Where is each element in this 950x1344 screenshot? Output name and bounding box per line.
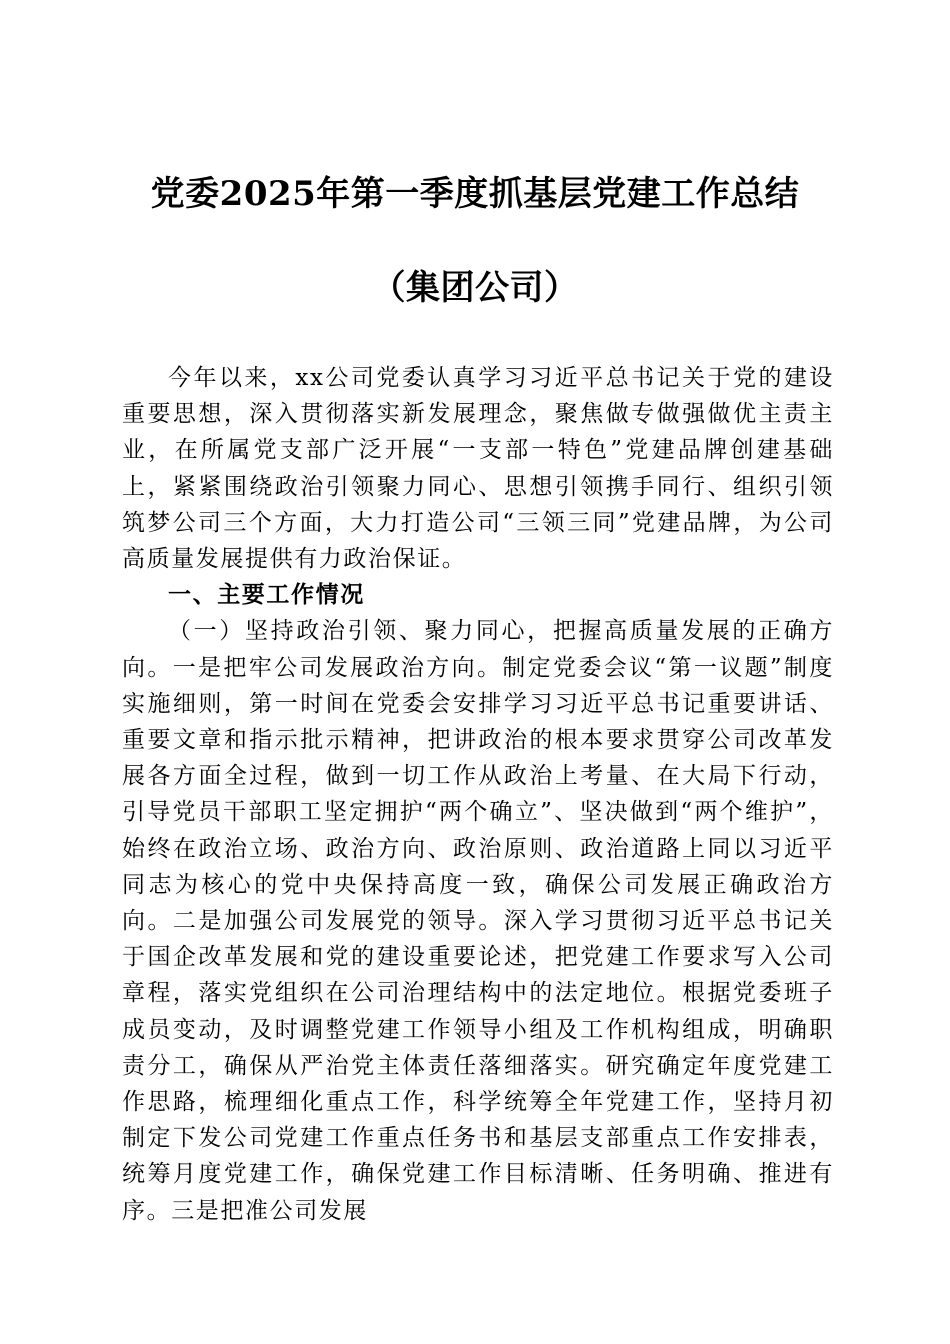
intro-paragraph: 今年以来，xx公司党委认真学习习近平总书记关于党的建设重要思想，深入贯彻落实新发展理念，聚焦做专做强做优主责主业，在所属党支部广泛开展“一支部一特色”党建品牌创建基础上，紧紧围绕政治引领聚力同心、思想引领携手同行、组织引领筑梦公司三个方面，大力打造公司“三领三同”党建品牌，为公司高质量发展提供有力政治保证。 [122,365,834,573]
document-title: 党委2025年第一季度抓基层党建工作总结 [150,174,800,214]
section-paragraph: （一）坚持政治引领、聚力同心，把握高质量发展的正确方向。一是把牢公司发展政治方向。制定党委会议“第一议题”制度实施细则，第一时间在党委会安排学习习近平总书记重要讲话、重要文章和指示批示精神，把讲政治的根本要求贯穿公司改革发展各方面全过程，做到一切工作从政治上考量、在大局下行动，引导党员干部职工坚定拥护“两个确立”、坚决做到“两个维护”，始终在政治立场、政治方向、政治原则、政治道路上同以习近平同志为核心的党中央保持高度一致，确保公司发展正确政治方向。二是加强公司发展党的领导。深入学习贯彻习近平总书记关于国企改革发展和党的建设重要论述，把党建工作要求写入公司章程，落实党组织在公司治理结构中的法定地位。根据党委班子成员变动，及时调整党建工作领导小组及工作机构组成，明确职责分工，确保从严治党主体责任落细落实。研究确定年度党建工作思路，梳理细化重点工作，科学统筹全年党建工作，坚持月初制定下发公司党建工作重点任务书和基层支部重点工作安排表，统筹月度党建工作，确保党建工作目标清晰、任务明确、推进有序。三是把准公司发展 [122,618,834,1224]
document-body [122,360,834,1229]
section-heading: 一、主要工作情况 [168,582,365,609]
document-subtitle: （集团公司） [371,268,579,308]
